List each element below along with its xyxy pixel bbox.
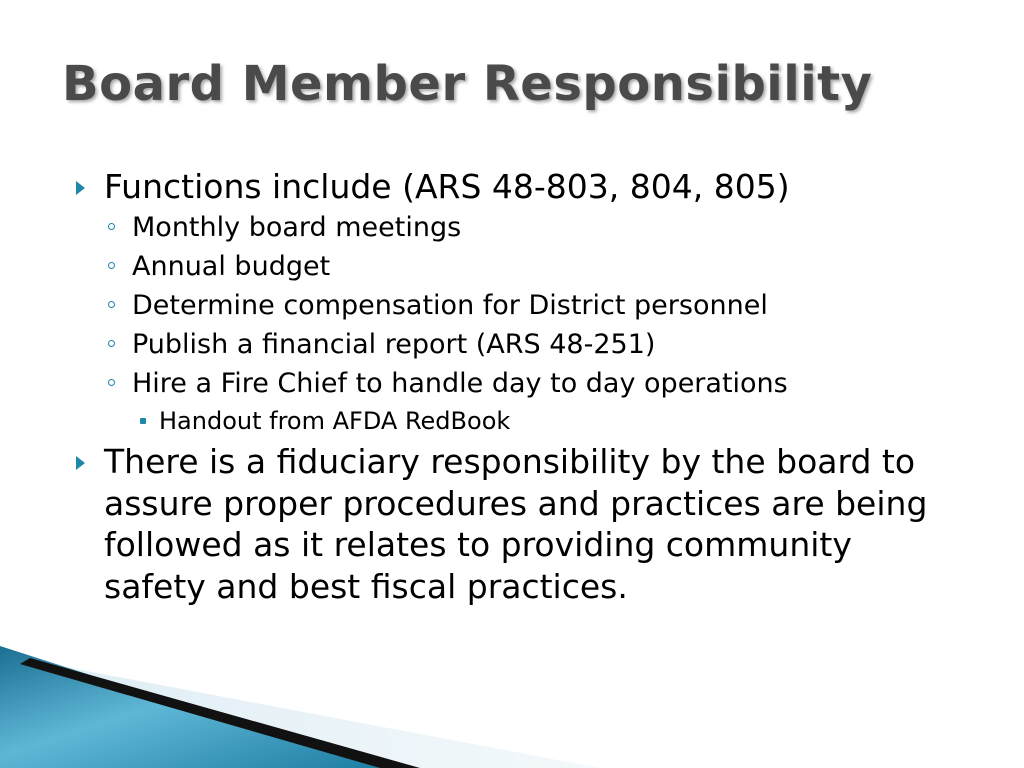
sub-bullet-text: Annual budget	[132, 251, 331, 282]
hollow-circle-icon	[108, 379, 115, 386]
sub-bullet-meetings	[74, 208, 934, 247]
sub-bullet-text: Hire a Fire Chief to handle day to day operations	[132, 368, 788, 399]
square-dot-icon	[140, 418, 146, 424]
sub-sub-bullet-text: Handout from AFDA RedBook	[159, 407, 511, 435]
sub-bullet-budget	[74, 247, 934, 286]
bullet-text: There is a fiduciary responsibility by the board to assure proper procedures and practices are being followed as it relates to providing community safety and best fiscal practices.	[104, 442, 928, 606]
sub-bullet-financial-report	[74, 325, 934, 364]
sub-bullet-text: Determine compensation for District personnel	[132, 290, 768, 321]
hollow-circle-icon	[108, 340, 115, 347]
hollow-circle-icon	[108, 301, 115, 308]
sub-bullet-fire-chief	[74, 364, 934, 403]
sub-bullet-text: Publish a financial report (ARS 48-251)	[132, 329, 656, 360]
bullet-arrow-icon	[76, 181, 85, 195]
slide-content	[74, 166, 934, 607]
slide-title: Board Member Responsibility	[62, 56, 873, 112]
sub-bullet-text: Monthly board meetings	[132, 212, 462, 243]
sub-sub-bullet-handout	[74, 403, 934, 439]
bullet-functions	[74, 166, 934, 208]
sub-bullet-compensation	[74, 286, 934, 325]
hollow-circle-icon	[108, 262, 115, 269]
bullet-fiduciary	[74, 441, 934, 607]
hollow-circle-icon	[108, 223, 115, 230]
bullet-text: Functions include (ARS 48-803, 804, 805)	[104, 167, 790, 206]
bottom-decoration	[0, 640, 1024, 768]
bullet-arrow-icon	[76, 456, 85, 470]
